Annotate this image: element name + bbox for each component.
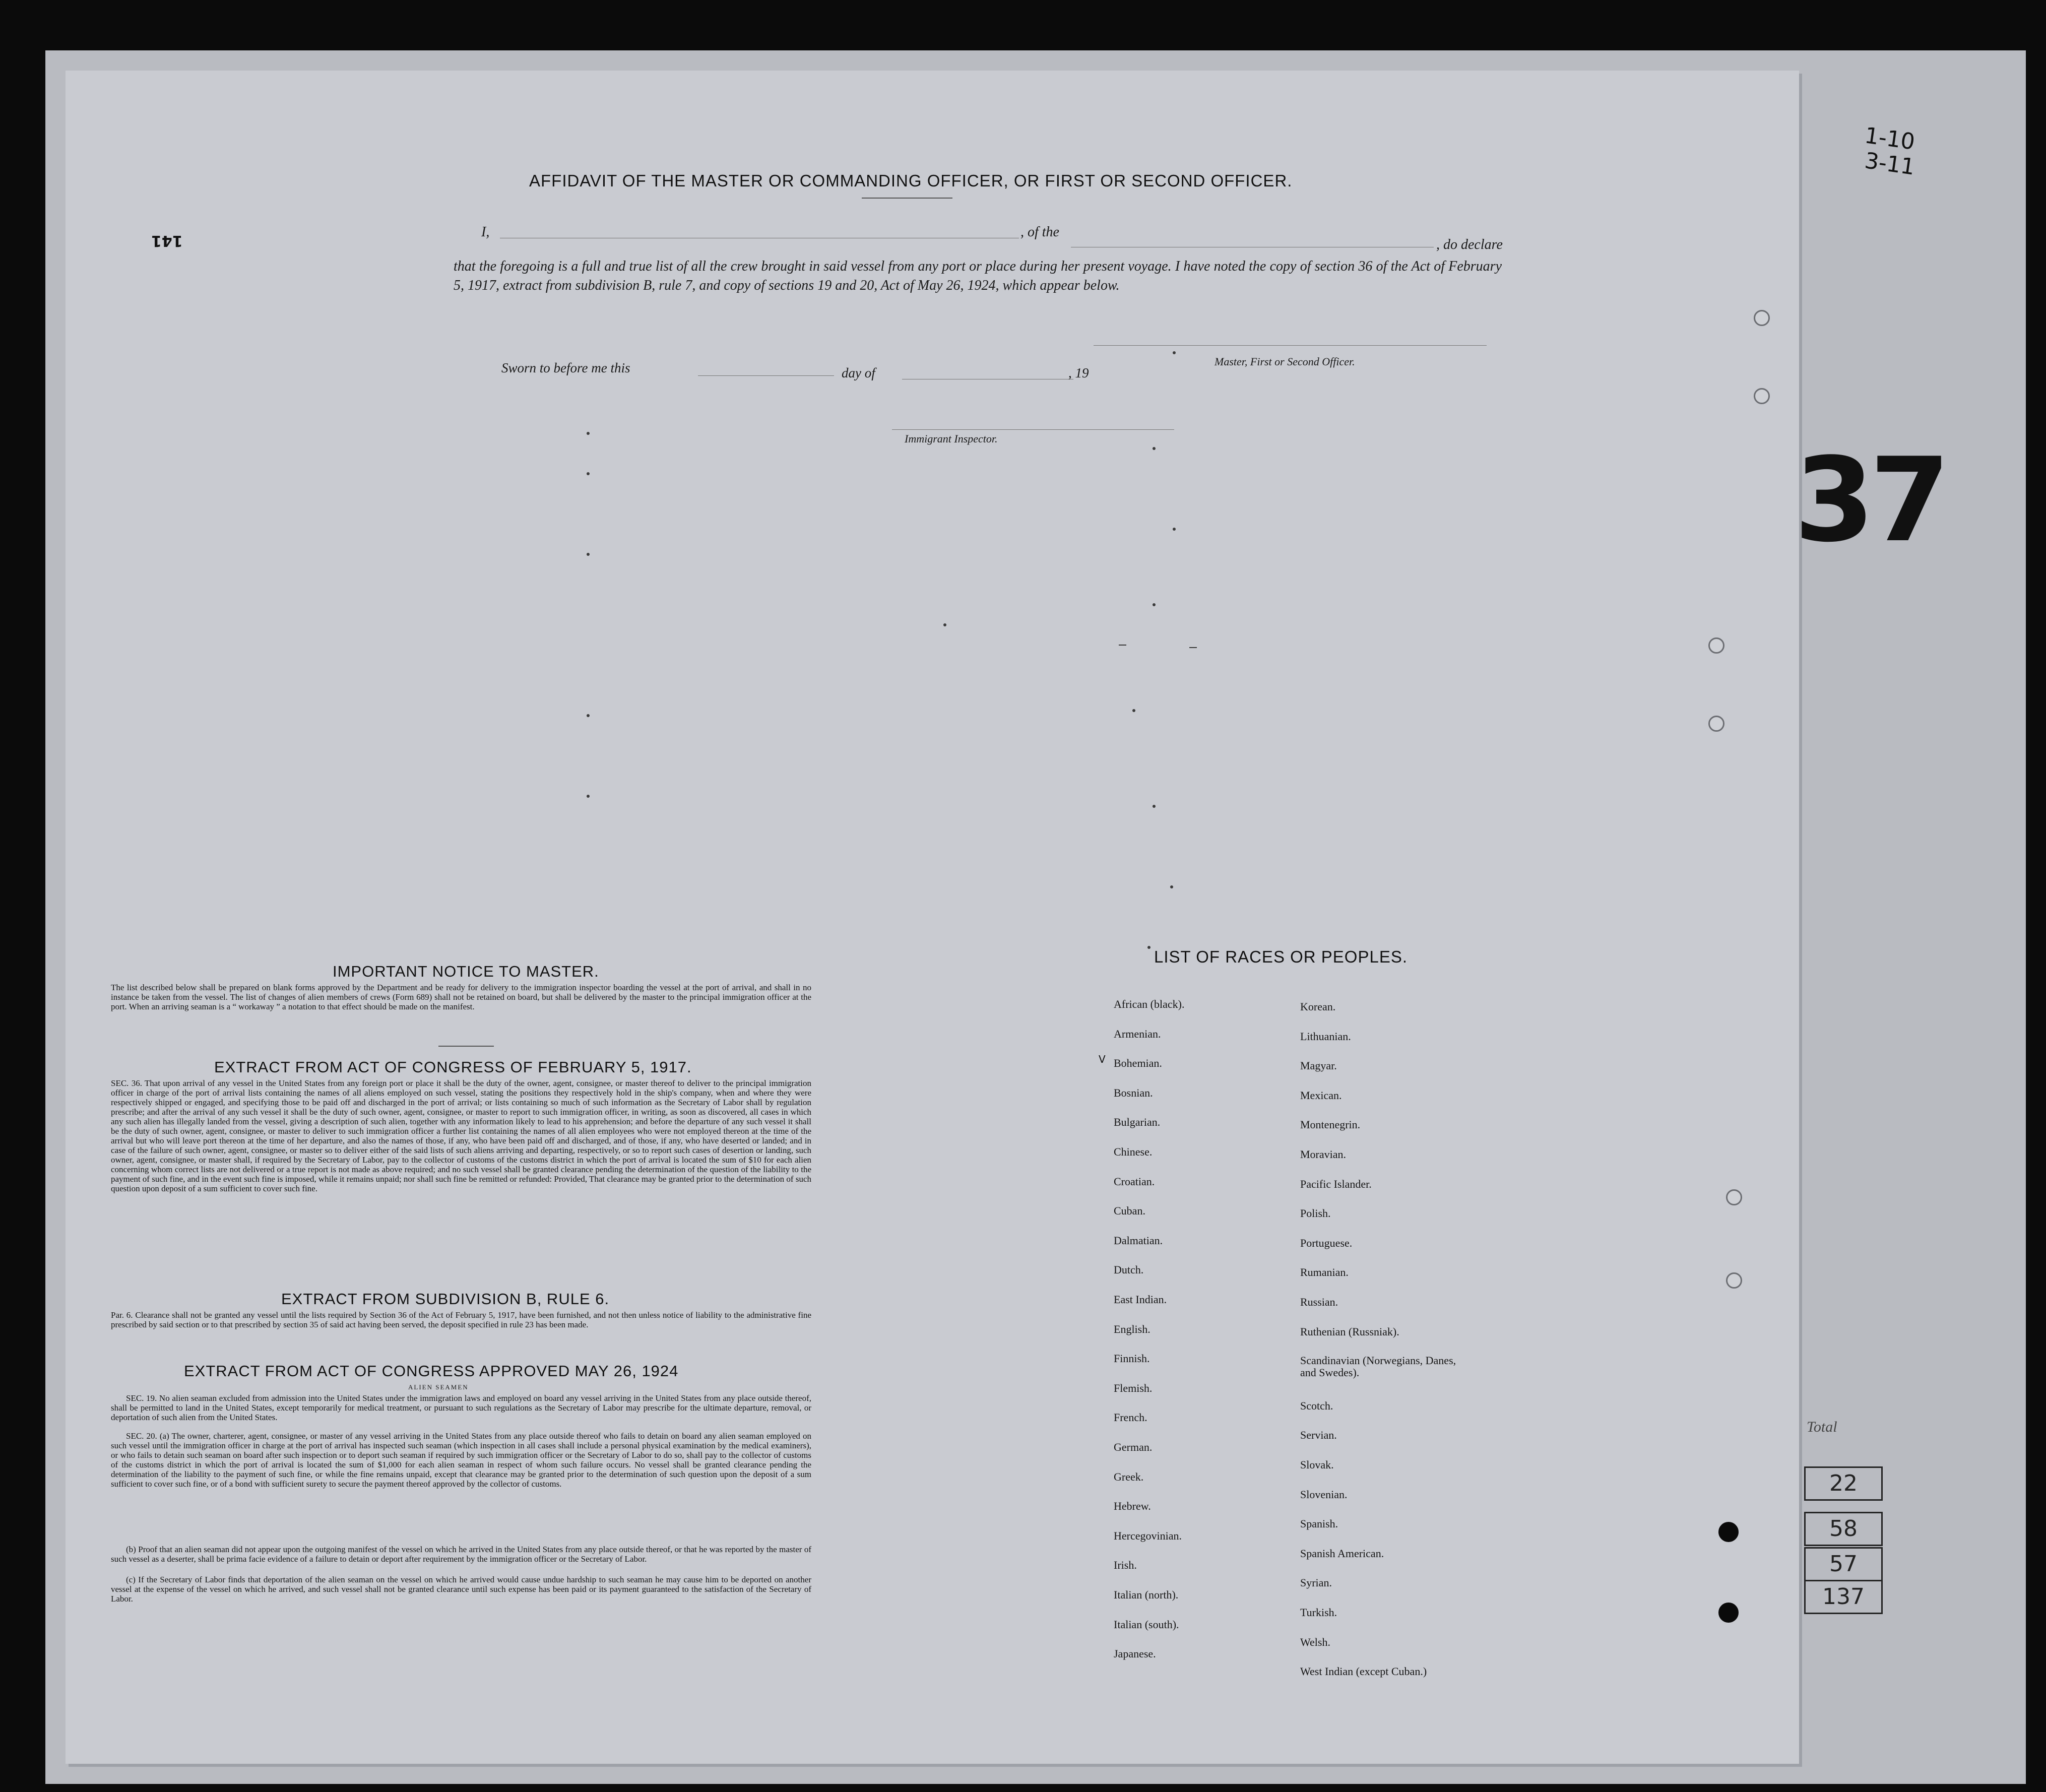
- race-item: Pacific Islander.: [1300, 1177, 1372, 1190]
- race-item: Hercegovinian.: [1114, 1529, 1182, 1542]
- race-item: Syrian.: [1300, 1576, 1332, 1589]
- alien-seamen-subtitle: ALIEN SEAMEN: [408, 1383, 469, 1391]
- race-item: Slovak.: [1300, 1458, 1334, 1471]
- race-item: Bosnian.: [1114, 1086, 1153, 1099]
- race-item: Lithuanian.: [1300, 1030, 1351, 1043]
- race-item: Rumanian.: [1300, 1266, 1349, 1279]
- race-item: Servian.: [1300, 1429, 1337, 1442]
- race-item: Japanese.: [1114, 1647, 1156, 1660]
- document-page: [66, 71, 1799, 1764]
- race-item: Slovenian.: [1300, 1488, 1348, 1501]
- race-item: Cuban.: [1114, 1204, 1145, 1218]
- race-item: Scotch.: [1300, 1399, 1333, 1412]
- race-item: French.: [1114, 1411, 1147, 1424]
- race-item: English.: [1114, 1322, 1150, 1335]
- race-item: Italian (north).: [1114, 1588, 1179, 1601]
- i-label: I,: [481, 224, 490, 240]
- race-item: East Indian.: [1114, 1293, 1167, 1306]
- punch-hole: [1754, 388, 1770, 404]
- mark-v: V: [1099, 1053, 1106, 1065]
- inspector-label: Immigrant Inspector.: [905, 432, 998, 445]
- race-item: Spanish.: [1300, 1517, 1338, 1530]
- affidavit-title: AFFIDAVIT OF THE MASTER OR COMMANDING OFFICER, OR FIRST OR SECOND OFFICER.: [529, 171, 1293, 190]
- punch-hole: [1726, 1189, 1742, 1205]
- year-label: , 19: [1068, 365, 1089, 380]
- subdivision-title: EXTRACT FROM SUBDIVISION B, RULE 6.: [281, 1290, 610, 1308]
- race-item: Flemish.: [1114, 1381, 1153, 1394]
- race-item: Spanish American.: [1300, 1547, 1384, 1560]
- race-item: Ruthenian (Russniak).: [1300, 1325, 1399, 1338]
- punch-hole: [1718, 1603, 1739, 1623]
- notice-title: IMPORTANT NOTICE TO MASTER.: [333, 963, 599, 980]
- race-item: Russian.: [1300, 1296, 1338, 1308]
- race-item: Greek.: [1114, 1470, 1144, 1483]
- race-item: Portuguese.: [1300, 1236, 1353, 1249]
- declaration-text: that the foregoing is a full and true list of all the crew brought in said vessel from any port or place during her present voyage. I have noted the copy of section 36 of the Act of February 5, 1917, extract from subdivision B, rule 7, and copy of sections 19 and 20, Act of May 26, 1924, which appear below.: [454, 259, 1502, 293]
- sworn-label: Sworn to before me this: [501, 360, 630, 375]
- total-label: Total: [1807, 1419, 1837, 1435]
- sec20b-text: (b) Proof that an alien seaman did not appear upon the outgoing manifest of the vessel on which he arrived in the United States from any place outside thereof, or that he was reported by the master of such vessel as a deserter, shall be prima facie evidence of a failure to detain or deport after requirement by the immigration officer or the Secretary of Labor.: [111, 1545, 811, 1564]
- top-right-a: 1-10: [1863, 122, 1916, 155]
- of-the-label: , of the: [1020, 224, 1059, 240]
- race-item: Italian (south).: [1114, 1618, 1179, 1631]
- race-item: Montenegrin.: [1300, 1118, 1361, 1131]
- subdivision-text: Par. 6. Clearance shall not be granted any vessel until the lists required by Section 36 of the Act of February 5, 1917, have been furnished, and not then unless notice of liability to the administrative fine prescribed by said section or to that prescribed by section 35 of said act having been served, the deposit specified in rule 23 has been made.: [111, 1310, 811, 1329]
- race-item: Irish.: [1114, 1559, 1137, 1572]
- total-22: 22: [1804, 1466, 1883, 1501]
- race-item: African (black).: [1114, 998, 1185, 1010]
- notice-text: The list described below shall be prepared on blank forms approved by the Department and be ready for delivery to the immigration inspector boarding the vessel at the port of arrival, and shall in no instance be taken from the vessel. The list of changes of alien members of crews (Form 689) shall not be retained on board, but shall be delivered by the master to the principal immigration officer at the port. When an arriving seaman is a “ workaway ” a notation to that effect should be made on the manifest.: [111, 983, 811, 1011]
- punch-hole: [1754, 310, 1770, 326]
- extract-1917-title: EXTRACT FROM ACT OF CONGRESS OF FEBRUARY 5, 1917.: [214, 1058, 692, 1076]
- large-37: 37: [1794, 433, 1946, 568]
- race-item: Hebrew.: [1114, 1500, 1151, 1513]
- race-item: Moravian.: [1300, 1148, 1347, 1161]
- race-item: Welsh.: [1300, 1635, 1330, 1648]
- race-item: German.: [1114, 1441, 1153, 1453]
- total-137: 137: [1804, 1580, 1883, 1614]
- race-item: West Indian (except Cuban.): [1300, 1665, 1427, 1678]
- divider-1: [438, 1046, 494, 1047]
- total-58: 58: [1804, 1512, 1883, 1546]
- number-141: 141: [151, 232, 183, 249]
- day-of-label: day of: [842, 365, 875, 380]
- total-57: 57: [1804, 1547, 1883, 1581]
- top-right-b: 3-11: [1863, 148, 1916, 180]
- bleed-marks: [66, 71, 1799, 1764]
- punch-hole: [1726, 1272, 1742, 1289]
- punch-hole: [1718, 1522, 1739, 1542]
- do-declare-label: , do declare: [1436, 237, 1503, 252]
- extract-1924-title: EXTRACT FROM ACT OF CONGRESS APPROVED MAY 26, 1924: [184, 1362, 679, 1380]
- sec19-text: SEC. 19. No alien seaman excluded from admission into the United States under the immigration laws and employed on board any vessel arriving in the United States from any place outside thereof, shall be permitted to land in the United States, except temporarily for medical treatment, or pursuant to such regulations as the Secretary of Labor may prescribe for the ultimate departure, removal, or deportation of such alien from the United States.: [111, 1393, 811, 1422]
- punch-hole: [1708, 716, 1724, 732]
- extract-1917-text: SEC. 36. That upon arrival of any vessel in the United States from any foreign port or place it shall be the duty of the owner, agent, consignee, or master thereof to deliver to the principal immigration officer in charge of the port of arrival lists containing the names of all aliens employed on such vessel, stating the positions they respectively hold in the ship's company, when and where they were respectively shipped or engaged, and specifying those to be paid off and discharged in the port of arrival; or lists containing so much of such information as the Secretary of Labor shall by regulation prescribe; and after the arrival of any such vessel it shall be the duty of such owner, agent, consignee, or master to report to such immigration officer, in writing, as soon as discovered, all cases in which any such alien has illegally landed from the vessel, giving a description of such alien, together with any information likely to lead to his apprehension; and before the departure of any such vessel it shall be the duty of such owner, agent, consignee, or master to deliver to such immigration officer a further list containing the names of all alien employees who were not employed thereon at the time of the arrival but who will leave port thereon at the time of her departure, and also the names of those, if any, who have been paid off and discharged, and of those, if any, who have deserted or landed; and in case of the failure of such owner, agent, consignee, or master so to deliver either of the said lists of such aliens arriving and departing, respectively, or so to report such cases of desertion or landing, such owner, agent, consignee, or master shall, if required by the Secretary of Labor, pay to the collector of customs of the customs district in which the port of arrival is located the sum of $10 for each alien concerning whom correct lists are not delivered or a true report is not made as above required; and no such vessel shall be granted clearance pending the determination of the question of the liability to the payment of such fine, and in the event such fine is imposed, while it remains unpaid; nor shall such fine be remitted or refunded: Provided, That clearance may be granted prior to the determination of such question upon deposit of a sum sufficient to cover such fine.: [111, 1078, 811, 1193]
- master-label: Master, First or Second Officer.: [1214, 355, 1355, 368]
- race-item: Dutch.: [1114, 1263, 1144, 1276]
- race-item: Armenian.: [1114, 1027, 1161, 1040]
- race-item: Korean.: [1300, 1000, 1336, 1013]
- race-item: Chinese.: [1114, 1145, 1153, 1158]
- races-title: LIST OF RACES OR PEOPLES.: [1154, 947, 1408, 966]
- race-item: Polish.: [1300, 1207, 1331, 1220]
- punch-hole: [1708, 637, 1724, 654]
- race-item: Mexican.: [1300, 1089, 1342, 1102]
- race-item: Turkish.: [1300, 1606, 1337, 1619]
- race-item: Bulgarian.: [1114, 1116, 1161, 1129]
- race-item: Finnish.: [1114, 1352, 1150, 1365]
- race-item: Dalmatian.: [1114, 1234, 1163, 1247]
- sec20a-text: SEC. 20. (a) The owner, charterer, agent, consignee, or master of any vessel arriving in the United States from any place outside thereof who fails to detain on board any alien seaman employed on such vessel until the immigration officer in charge at the port of arrival has inspected such seaman (which inspection in all cases shall include a personal physical examination by the medical examiners), or who fails to detain such seaman on board after such inspection or to deport such seaman if required by such immigration officer or the Secretary of Labor to do so, shall pay to the collector of customs of the customs district in which the port of arrival is located the sum of $1,000 for each alien seaman in respect of whom such failure occurs. No vessel shall be granted clearance pending the determination of the liability to the payment of such fine, or while the fine remains unpaid, except that clearance may be granted prior to the determination of such question upon the deposit of a sum sufficient to cover such fine, or of a bond with sufficient surety to secure the payment thereof approved by the collector of customs.: [111, 1431, 811, 1489]
- sec20c-text: (c) If the Secretary of Labor finds that deportation of the alien seaman on the vessel on which he arrived would cause undue hardship to such seaman he may cause him to be deported on another vessel at the expense of the vessel on which he arrived, and such vessel shall not be granted clearance until such expense has been paid or its payment guaranteed to the satisfaction of the Secretary of Labor.: [111, 1575, 811, 1604]
- race-item: Scandinavian (Norwegians, Danes, and Swedes).: [1300, 1354, 1456, 1379]
- race-item: Magyar.: [1300, 1059, 1337, 1072]
- race-item: Croatian.: [1114, 1175, 1155, 1188]
- race-item: Bohemian.: [1114, 1057, 1162, 1070]
